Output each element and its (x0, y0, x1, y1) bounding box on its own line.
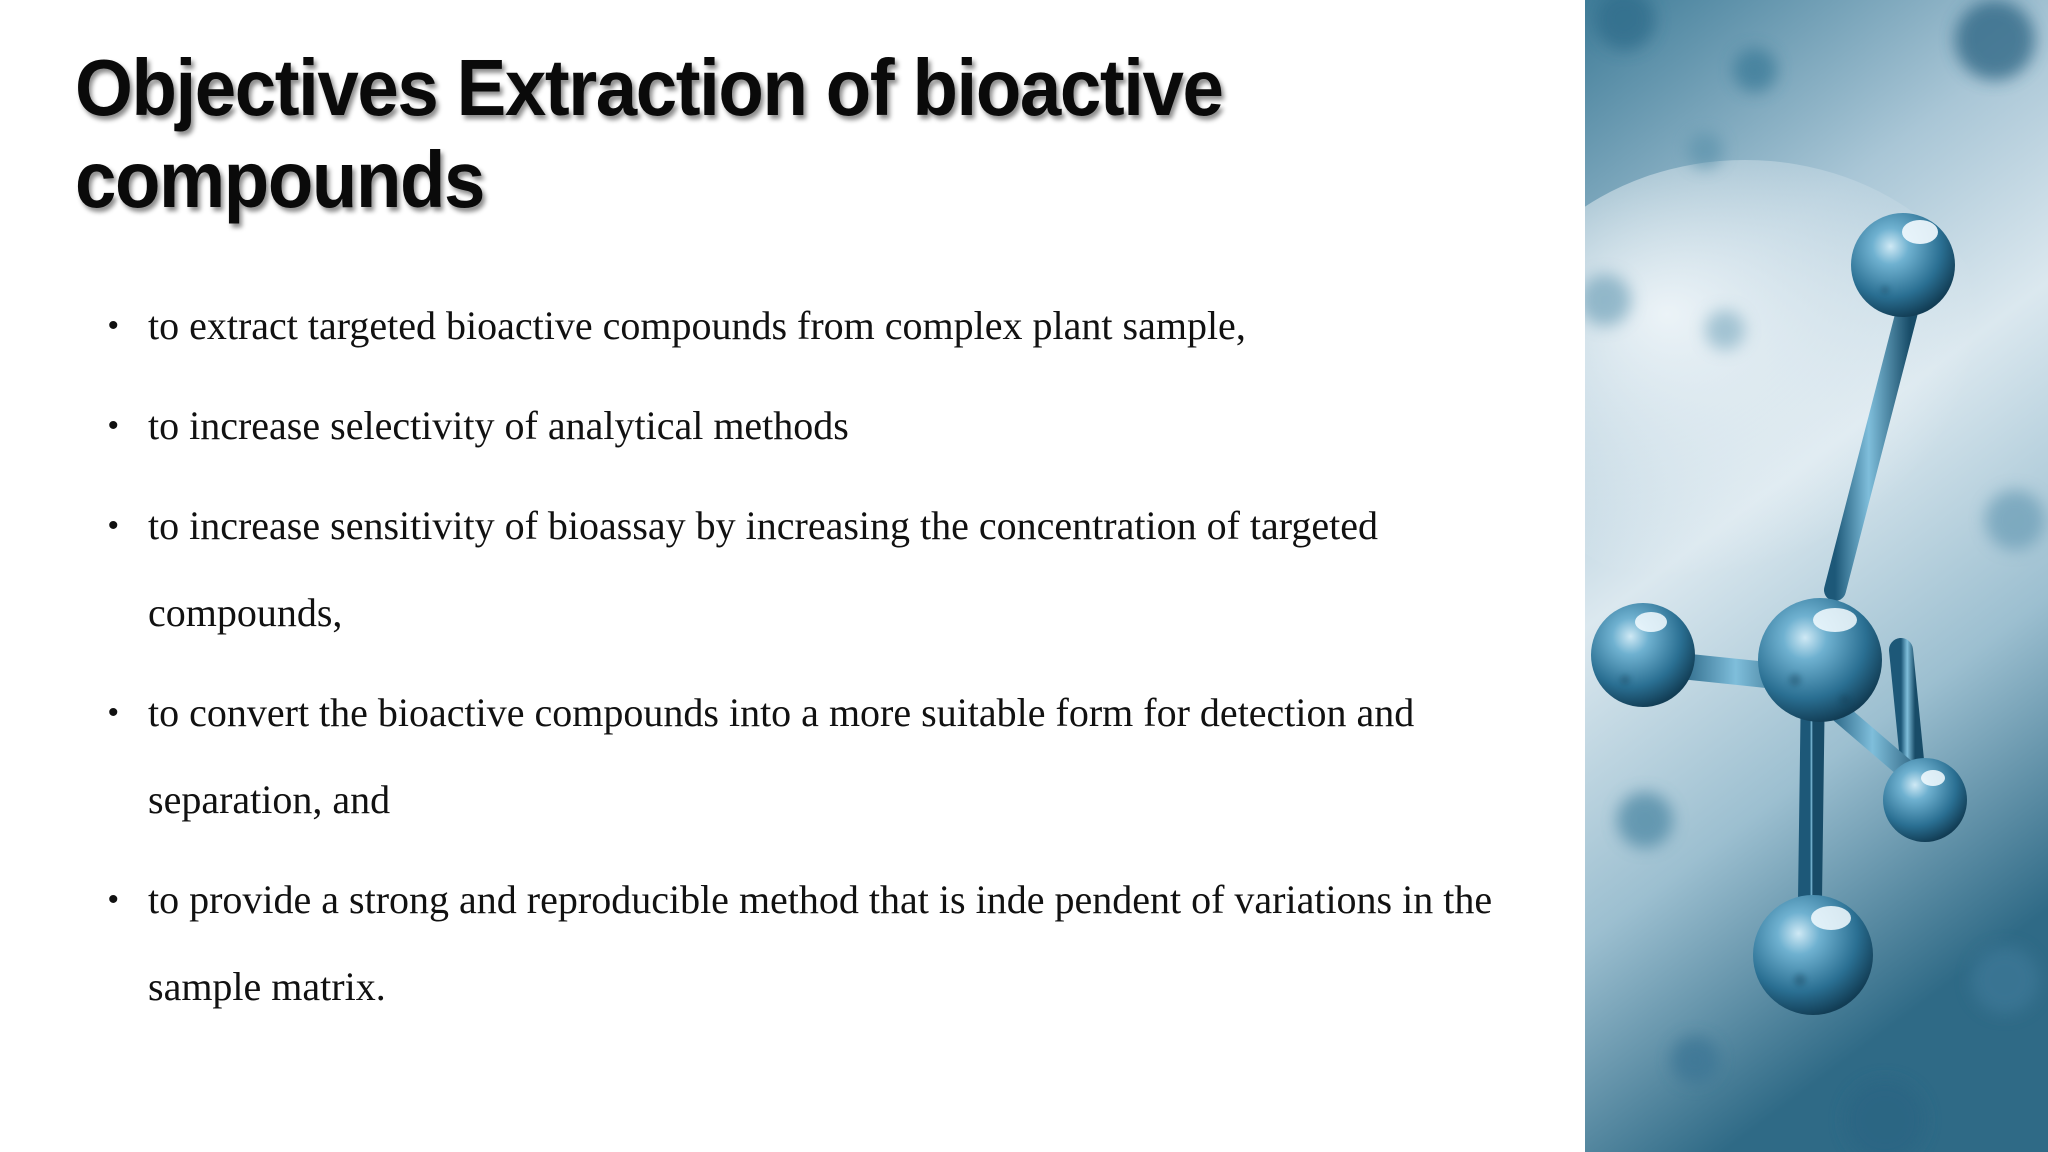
bullet-glyph: • (108, 309, 119, 342)
bullet-item (108, 282, 1558, 369)
bullet-list (108, 282, 1558, 1043)
bullet-glyph: • (108, 409, 119, 442)
bullet-text: to convert the bioactive compounds into a more suitable form for detection and separation, and (148, 690, 1415, 822)
slide-title: Objectives Extraction of bioactive compounds (75, 43, 1223, 224)
bullet-glyph: • (108, 883, 119, 916)
molecule-photo (1585, 0, 2048, 1152)
bullet-text: to extract targeted bioactive compounds from complex plant sample, (148, 303, 1246, 348)
bullet-glyph: • (108, 696, 119, 729)
bullet-item (108, 482, 1558, 656)
bullet-text: to provide a strong and reproducible method that is inde pendent of variations in the sample matrix. (148, 877, 1493, 1009)
bullet-text: to increase selectivity of analytical methods (148, 403, 849, 448)
bullet-item (108, 669, 1558, 843)
bullet-item (108, 856, 1558, 1030)
bullet-text: to increase sensitivity of bioassay by increasing the concentration of targeted compounds, (148, 503, 1378, 635)
bullet-item (108, 382, 1558, 469)
molecule-illustration (1585, 0, 2048, 1152)
bullet-glyph: • (108, 509, 119, 542)
